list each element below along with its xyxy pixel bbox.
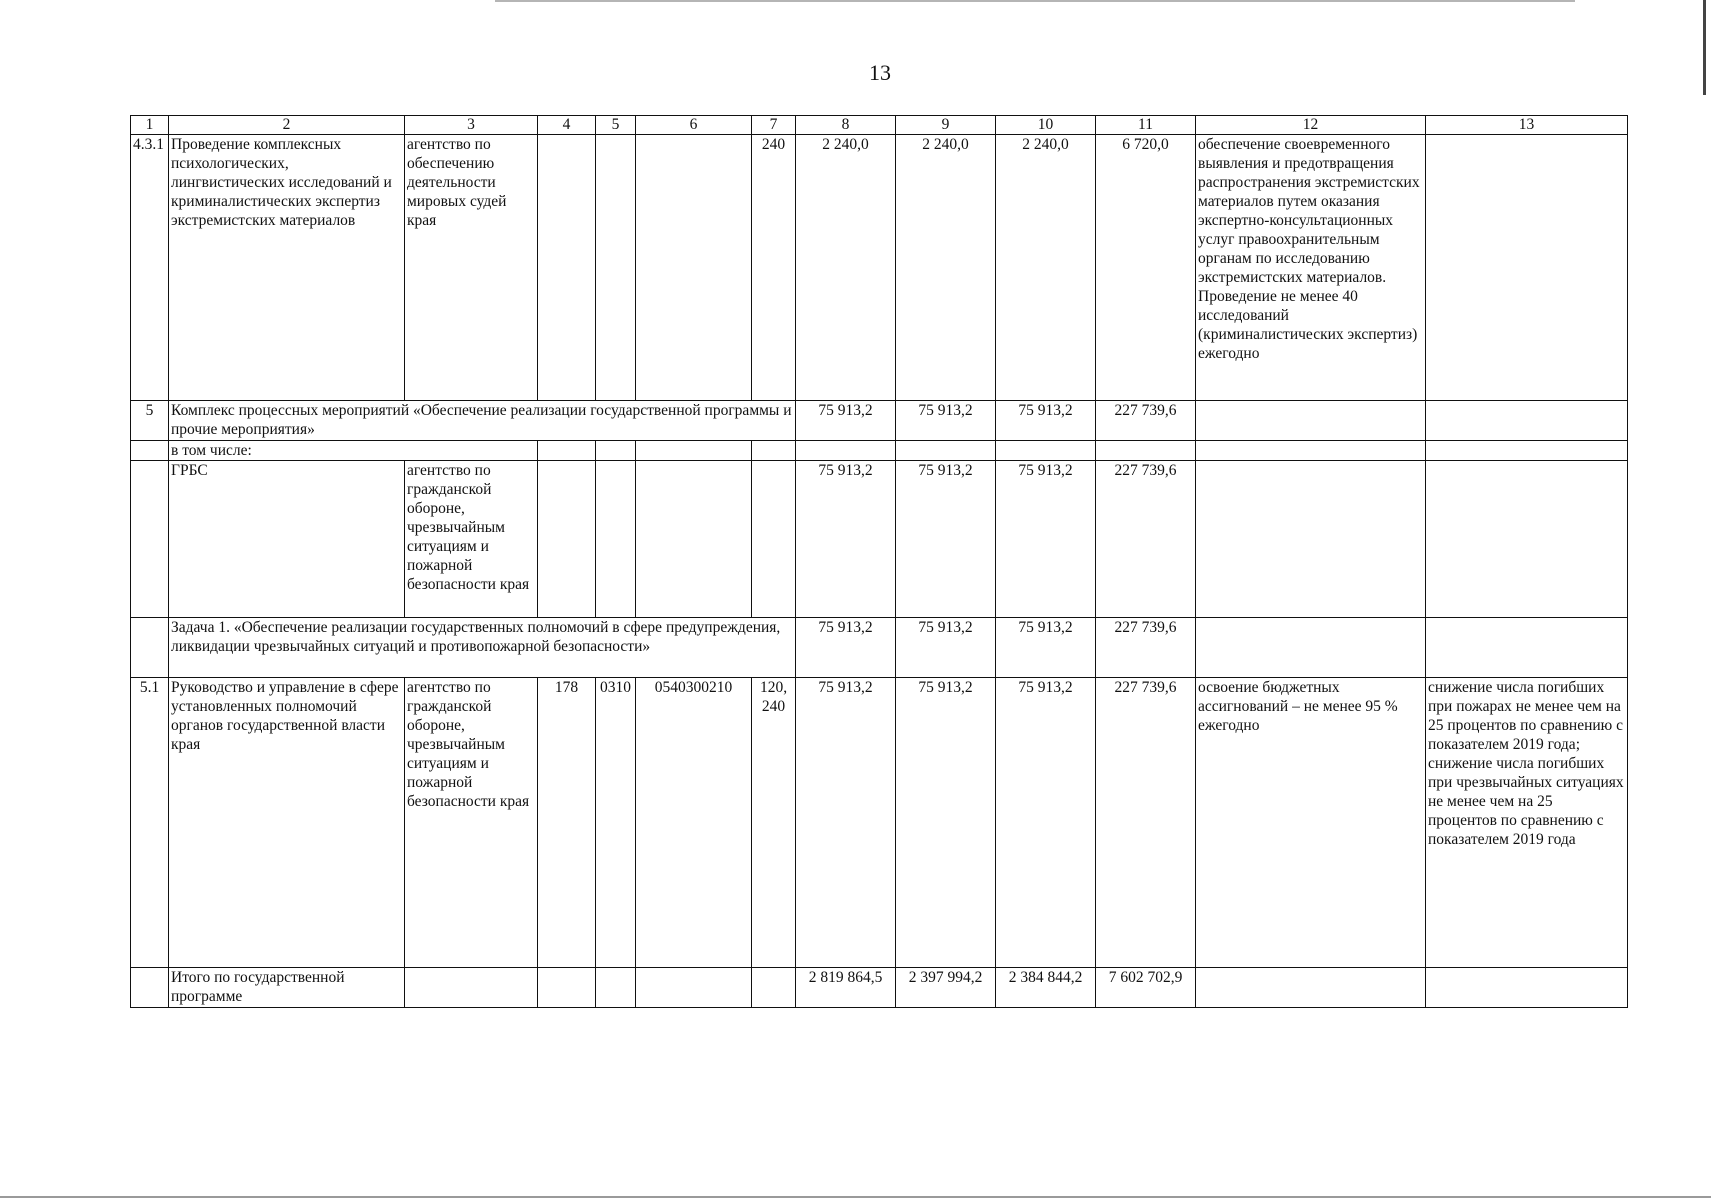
row-number: [131, 441, 169, 461]
column-header: 6: [636, 116, 752, 135]
executor: агентство по обеспечению деятельности мировых судей края: [405, 135, 538, 401]
column-header: 2: [169, 116, 405, 135]
table-row-task-1: [131, 618, 1628, 678]
row-number: 5: [131, 401, 169, 441]
cell-col9: 2 240,0: [896, 135, 996, 401]
column-header: 12: [1196, 116, 1426, 135]
cell-col8: 75 913,2: [796, 401, 896, 441]
column-header: 1: [131, 116, 169, 135]
expected-result: [1196, 401, 1426, 441]
scan-edge-top: [495, 0, 1575, 2]
cell-col7: 120, 240: [752, 678, 796, 968]
cell-col4: [538, 461, 596, 618]
cell-col9: 2 397 994,2: [896, 968, 996, 1008]
cell-col5: 0310: [596, 678, 636, 968]
cell-col8: 2 819 864,5: [796, 968, 896, 1008]
column-header: 10: [996, 116, 1096, 135]
indicator: [1426, 441, 1628, 461]
cell-col8: 75 913,2: [796, 618, 896, 678]
cell-col11: 7 602 702,9: [1096, 968, 1196, 1008]
cell-col7: [752, 461, 796, 618]
expected-result: освоение бюджетных ассигнований – не менее 95 % ежегодно: [1196, 678, 1426, 968]
activity-name: Проведение комплексных психологических, лингвистических исследований и криминалистических экспертиз экстремистских материалов: [169, 135, 405, 401]
row-number: [131, 618, 169, 678]
cell-col4: [538, 968, 596, 1008]
cell-col9: 75 913,2: [896, 618, 996, 678]
cell-col9: 75 913,2: [896, 461, 996, 618]
expected-result: обеспечение своевременного выявления и предотвращения распространения экстремистских материалов путем оказания экспертно-консультационных услуг правоохранительным органам по исследованию экстремистских материалов. Проведение не менее 40 исследований (криминалистических экспертиз) ежегодно: [1196, 135, 1426, 401]
cell-col6: [636, 135, 752, 401]
task-name: Задача 1. «Обеспечение реализации государственных полномочий в сфере предупреждения, ликвидации чрезвычайных ситуаций и противопожарной безопасности»: [169, 618, 796, 678]
executor: агентство по гражданской обороне, чрезвычайным ситуациям и пожарной безопасности края: [405, 678, 538, 968]
table-row-including: [131, 441, 1628, 461]
including-label: в том числе:: [169, 441, 538, 461]
grbs-label: ГРБС: [169, 461, 405, 618]
indicator: [1426, 401, 1628, 441]
cell-col9: 75 913,2: [896, 678, 996, 968]
column-header: 5: [596, 116, 636, 135]
column-header: 4: [538, 116, 596, 135]
cell-col5: [596, 135, 636, 401]
cell-col6: [636, 441, 752, 461]
table-row-grbs: [131, 461, 1628, 618]
cell-col7: [752, 968, 796, 1008]
cell-col4: 178: [538, 678, 596, 968]
indicator: снижение числа погибших при пожарах не менее чем на 25 процентов по сравнению с показателем 2019 года; снижение числа погибших при чрезвычайных ситуациях не менее чем на 25 процентов по сравнению с показателем 2019 года: [1426, 678, 1628, 968]
row-number: 5.1: [131, 678, 169, 968]
executor: [405, 968, 538, 1008]
row-number: 4.3.1: [131, 135, 169, 401]
column-header: 11: [1096, 116, 1196, 135]
cell-col9: 75 913,2: [896, 401, 996, 441]
cell-col9: [896, 441, 996, 461]
total-label: Итого по государственной программе: [169, 968, 405, 1008]
cell-col8: 75 913,2: [796, 461, 896, 618]
row-number: [131, 968, 169, 1008]
cell-col11: 6 720,0: [1096, 135, 1196, 401]
indicator: [1426, 461, 1628, 618]
cell-col10: 2 384 844,2: [996, 968, 1096, 1008]
cell-col10: 75 913,2: [996, 461, 1096, 618]
cell-col11: 227 739,6: [1096, 461, 1196, 618]
cell-col8: 2 240,0: [796, 135, 896, 401]
cell-col11: 227 739,6: [1096, 618, 1196, 678]
cell-col8: [796, 441, 896, 461]
cell-col6: 0540300210: [636, 678, 752, 968]
expected-result: [1196, 441, 1426, 461]
cell-col6: [636, 461, 752, 618]
cell-col11: 227 739,6: [1096, 401, 1196, 441]
indicator: [1426, 618, 1628, 678]
indicator: [1426, 968, 1628, 1008]
table-row-total: [131, 968, 1628, 1008]
cell-col6: [636, 968, 752, 1008]
cell-col10: 2 240,0: [996, 135, 1096, 401]
column-header: 13: [1426, 116, 1628, 135]
scan-edge-bottom: [0, 1196, 1711, 1198]
column-header: 3: [405, 116, 538, 135]
cell-col10: 75 913,2: [996, 678, 1096, 968]
column-header: 8: [796, 116, 896, 135]
activity-name: Руководство и управление в сфере установленных полномочий органов государственной власти края: [169, 678, 405, 968]
cell-col10: 75 913,2: [996, 401, 1096, 441]
program-table: [130, 115, 1628, 1008]
table-row-5-1: [131, 678, 1628, 968]
cell-col4: [538, 135, 596, 401]
page-number: 13: [869, 60, 891, 85]
cell-col11: 227 739,6: [1096, 678, 1196, 968]
indicator: [1426, 135, 1628, 401]
expected-result: [1196, 618, 1426, 678]
cell-col5: [596, 441, 636, 461]
expected-result: [1196, 968, 1426, 1008]
expected-result: [1196, 461, 1426, 618]
column-header: 9: [896, 116, 996, 135]
scan-edge-right: [1703, 0, 1706, 95]
cell-col8: 75 913,2: [796, 678, 896, 968]
cell-col7: [752, 441, 796, 461]
executor: агентство по гражданской обороне, чрезвычайным ситуациям и пожарной безопасности края: [405, 461, 538, 618]
column-number-row: [131, 116, 1628, 135]
column-header: 7: [752, 116, 796, 135]
cell-col11: [1096, 441, 1196, 461]
cell-col10: [996, 441, 1096, 461]
complex-name: Комплекс процессных мероприятий «Обеспечение реализации государственной программы и прочие мероприятия»: [169, 401, 796, 441]
cell-col7: 240: [752, 135, 796, 401]
table-row-5: [131, 401, 1628, 441]
cell-col5: [596, 968, 636, 1008]
cell-col10: 75 913,2: [996, 618, 1096, 678]
cell-col5: [596, 461, 636, 618]
table-row-4-3-1: [131, 135, 1628, 401]
row-number: [131, 461, 169, 618]
cell-col4: [538, 441, 596, 461]
